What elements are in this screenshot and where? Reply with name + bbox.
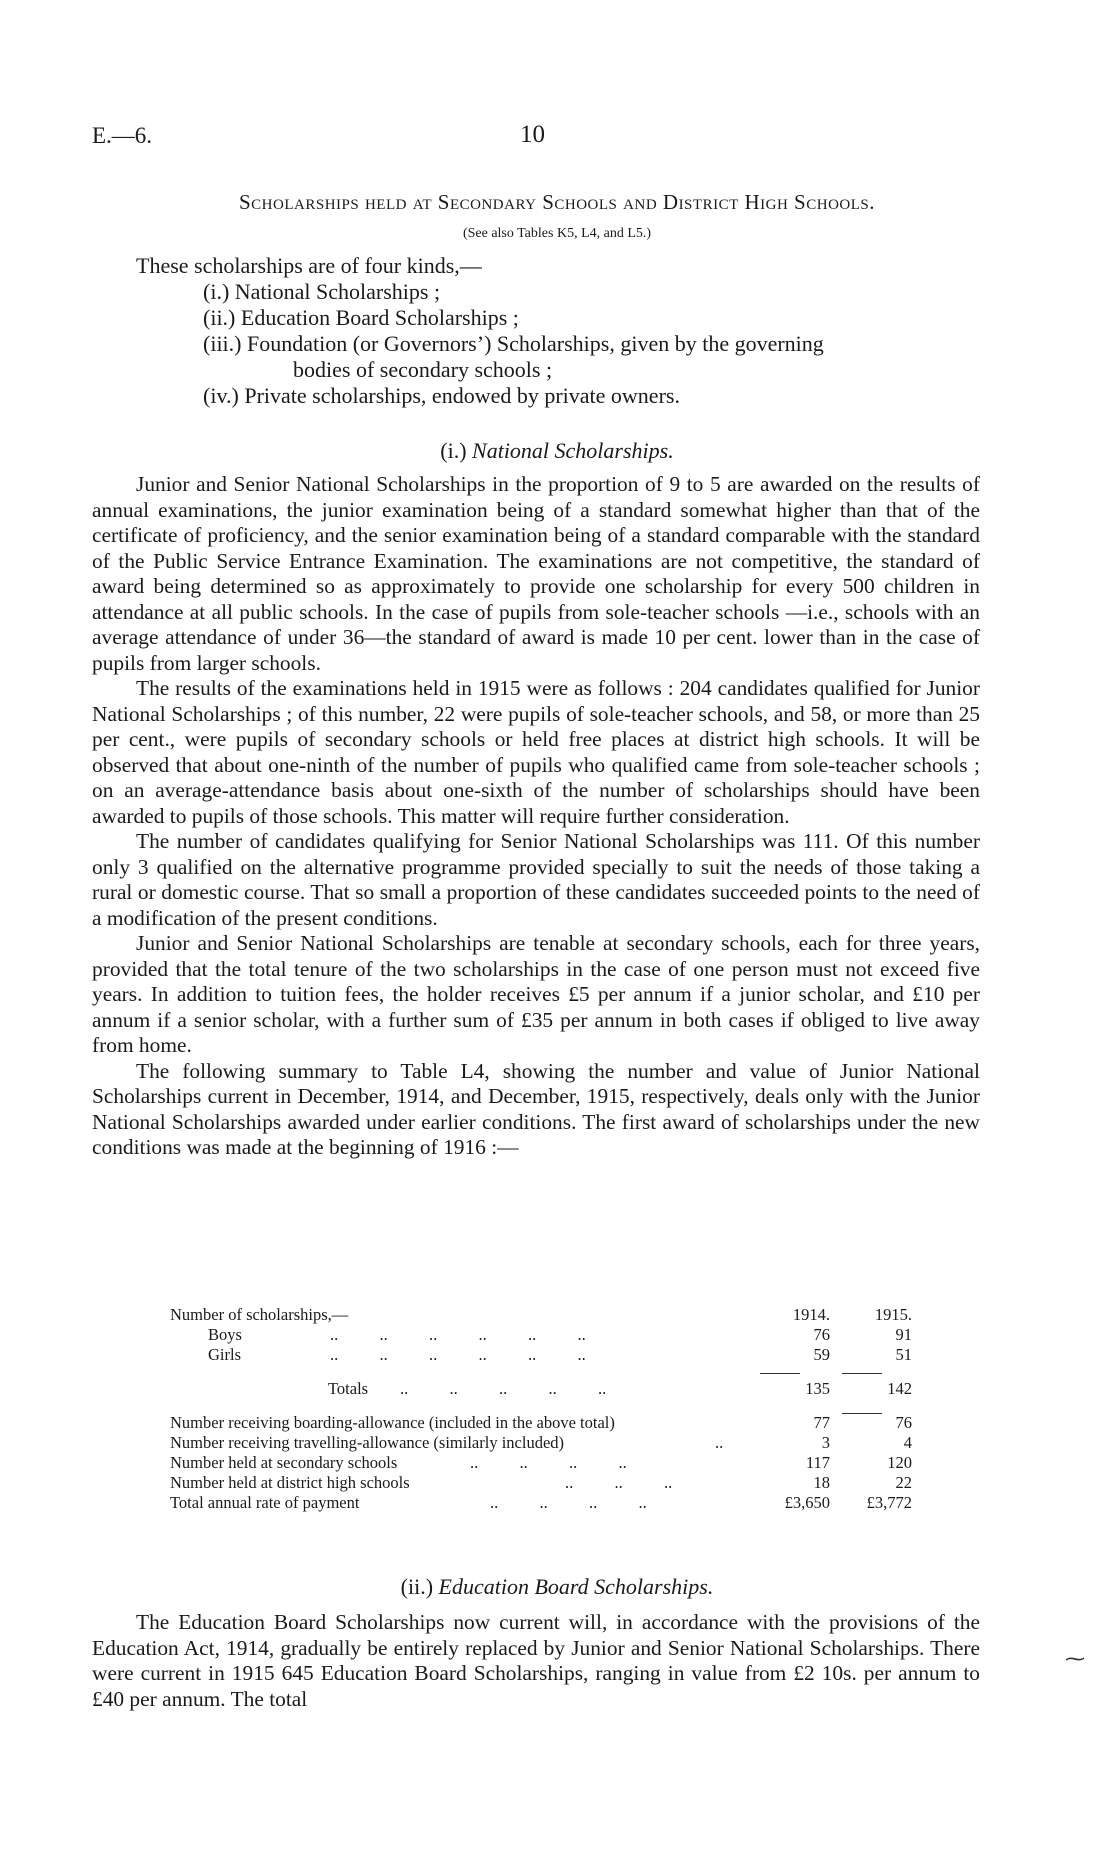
paragraph: The Education Board Scholarships now current will, in accordance with the provisions of the Education Act, 1914, gradually be entirely replaced by Junior and Senior National Scholarships. There were current in 1915 645 Education Board Scholarships, ranging in value from £2 10s. per annum to £40 per annum. The total [92,1610,980,1711]
row-label: Number held at secondary schools [170,1453,398,1472]
row-label: Total annual rate of payment [170,1493,360,1512]
heading-text: Education Board Scholarships. [438,1574,714,1599]
value-1914: 117 [805,1453,830,1472]
value-1914: 18 [813,1473,830,1492]
value-1915: 91 [895,1325,912,1344]
value-1914: 76 [813,1325,830,1344]
value-1914: 59 [813,1345,830,1364]
value-1914: 135 [805,1379,830,1398]
heading-number: (i.) [440,438,467,463]
col-header-1914: 1914. [792,1305,830,1324]
table-row [170,1325,970,1345]
row-label: Number receiving boarding-allowance (included in the above total) [170,1413,615,1432]
list-item [203,305,1003,331]
value-1915: 142 [887,1379,912,1398]
scholarship-kinds-list [203,279,1003,409]
table-row [170,1345,970,1365]
row-label: Number receiving travelling-allowance (similarly included) [170,1433,565,1452]
row-label: Number held at district high schools [170,1473,410,1492]
list-item-text: Foundation (or Governors’) Scholarships, given by the governing [247,331,824,356]
row-label: Totals [328,1379,369,1398]
col-header-1915: 1915. [874,1305,912,1324]
group-label: Number of scholarships,— [170,1305,349,1324]
value-1914: £3,650 [784,1493,830,1512]
section-subtitle: (See also Tables K5, L4, and L5.) [462,226,652,241]
national-scholarships-body [92,472,980,1161]
report-reference: E.—6. [92,123,153,148]
row-label: Boys [208,1325,242,1344]
paragraph: Junior and Senior National Scholarships in the proportion of 9 to 5 are awarded on the results of annual examinations, the junior examination being of a standard somewhat higher than that of the certificate of proficiency, and the senior examination being of a standard comparable with the standard of the Public Service Entrance Examination. The examinations are not competitive, the standard of award being determined so as approximately to provide one scholarship for every 500 children in attendance at all public schools. In the case of pupils from sole-teacher schools —i.e., schools with an average attendance of under 36—the standard of award is made 10 per cent. lower than in the case of pupils from larger schools. [92,472,980,675]
value-1914: 3 [821,1433,830,1452]
value-1914: 77 [813,1413,830,1432]
leader-dots: .. .. .. .. [470,1453,627,1472]
list-item [203,331,1003,383]
list-item [203,279,1003,305]
list-item-text: Education Board Scholarships ; [240,305,519,330]
leader-dots: .. .. .. .. .. .. [330,1345,586,1364]
margin-pencil-mark: ⁓ [1065,1648,1085,1670]
value-1915: 22 [895,1473,912,1492]
list-item-text: National Scholarships ; [234,279,441,304]
summary-table [170,1305,970,1513]
list-item-number: (iv.) [203,383,239,408]
table-row [170,1453,970,1473]
table-row [170,1433,970,1453]
paragraph: Junior and Senior National Scholarships are tenable at secondary schools, each for three years, provided that the total tenure of the two scholarships in the case of one person must not exceed five years. In addition to tuition fees, the holder receives £5 per annum if a junior scholar, and £10 per annum if a senior scholar, with a further sum of £35 per annum in both cases if obliged to live away from home. [92,931,980,1057]
value-1915: 120 [887,1453,912,1472]
education-board-scholarships-heading [0,1574,1114,1600]
table-row-totals [170,1379,970,1399]
paragraph: The following summary to Table L4, showing the number and value of Junior National Scholarships current in December, 1914, and December, 1915, respectively, deals only with the Junior National Scholarships awarded under earlier conditions. The first award of scholarships under the new conditions was made at the beginning of 1916 :— [92,1058,980,1159]
table-header-row [170,1305,970,1325]
intro-text: These scholarships are of four kinds,— [136,253,482,278]
list-item-text: Private scholarships, endowed by private owners. [244,383,680,408]
row-label: Girls [208,1345,241,1364]
heading-number: (ii.) [400,1574,434,1599]
leader-dots: .. .. .. .. .. [400,1379,607,1398]
subtotal-rule-1915 [842,1373,882,1374]
list-item-number: (ii.) [203,305,236,330]
education-board-scholarships-body [92,1610,980,1712]
heading-text: National Scholarships. [472,438,674,463]
leader-dots: .. .. .. .. [490,1493,647,1512]
page-number: 10 [520,121,545,148]
paragraph: The number of candidates qualifying for Senior National Scholarships was 111. Of this number only 3 qualified on the alternative programme provided specially to suit the needs of those taking a rural or domestic course. That so small a proportion of these candidates succeeded points to the need of a modification of the present conditions. [92,829,980,930]
value-1915: 76 [895,1413,912,1432]
list-item-number: (i.) [203,279,230,304]
list-item [203,383,1003,409]
paragraph: The results of the examinations held in 1915 were as follows : 204 candidates qualified for Junior National Scholarships ; of this number, 22 were pupils of sole-teacher schools, and 58, or more than 25 per cent., were pupils of secondary schools or held free places at district high schools. It will be observed that about one-ninth of the number of pupils who qualified came from sole-teacher schools ; on an average-attendance basis about one-sixth of the number of scholarships should have been awarded to pupils of those schools. This matter will require further consideration. [92,676,980,828]
value-1915: 51 [895,1345,912,1364]
value-1915: £3,772 [866,1493,912,1512]
leader-dots: .. .. .. .. .. .. [330,1325,586,1344]
list-item-continuation: bodies of secondary schools ; [293,357,553,382]
table-row [170,1413,970,1433]
list-item-number: (iii.) [203,331,242,356]
leader-dots: .. [715,1433,724,1452]
table-row [170,1473,970,1493]
subtotal-rule-1914 [760,1373,800,1374]
leader-dots: .. .. .. [565,1473,673,1492]
table-row [170,1493,970,1513]
section-title: Scholarships held at Secondary Schools and District High Schools. [239,190,875,214]
value-1915: 4 [903,1433,912,1452]
national-scholarships-heading [0,438,1114,464]
